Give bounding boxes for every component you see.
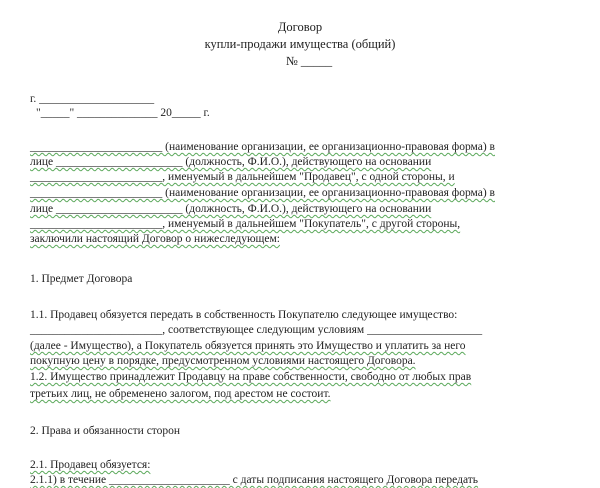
date-line: "_____" ______________ 20_____ г.	[36, 107, 210, 119]
preamble-line: _______________________ (наименование организации, ее организационно-правовая форма) в	[30, 187, 495, 199]
section-1-line: третьих лиц, не обременено залогом, под арестом не состоит.	[30, 388, 331, 400]
document-number: № _____	[285, 54, 333, 68]
section-1-heading: 1. Предмет Договора	[30, 273, 133, 285]
preamble-line: _______________________, именуемый в дальнейшем "Покупатель", с другой стороны,	[30, 218, 461, 230]
section-1-line: покупную цену в порядке, предусмотренном условиями настоящего Договора.	[30, 355, 416, 367]
section-1-line: 1.1. Продавец обязуется передать в собственность Покупателю следующее имущество:	[30, 309, 458, 321]
preamble-line: _______________________ (наименование организации, ее организационно-правовая форма) в	[30, 141, 495, 153]
section-1-line: 1.2. Имущество принадлежит Продавцу на праве собственности, свободно от любых прав	[30, 371, 472, 383]
section-2-line: 2.1.1) в течение _____________________ с даты подписания настоящего Договора передать	[30, 474, 479, 486]
preamble-line: _______________________, именуемый в дальнейшем "Продавец", с одной стороны, и	[30, 171, 455, 183]
preamble-line: лице ______________________ (должность, Ф.И.О.), действующего на основании	[30, 203, 432, 215]
document-subtitle: купли-продажи имущества (общий)	[204, 37, 396, 51]
section-2-line: 2.1. Продавец обязуется:	[30, 459, 151, 471]
place-line: г. ____________________	[30, 93, 155, 105]
preamble-line: заключили настоящий Договор о нижеследующем:	[30, 233, 280, 245]
section-2-heading: 2. Права и обязанности сторон	[30, 425, 181, 437]
document-title: Договор	[277, 20, 323, 34]
preamble-line: лице ______________________ (должность, Ф.И.О.), действующего на основании	[30, 156, 432, 168]
section-1-line: _______________________, соответствующее следующим условиям ____________________	[30, 324, 483, 336]
section-1-line: (далее - Имущество), а Покупатель обязуется принять это Имущество и уплатить за него	[30, 340, 466, 352]
